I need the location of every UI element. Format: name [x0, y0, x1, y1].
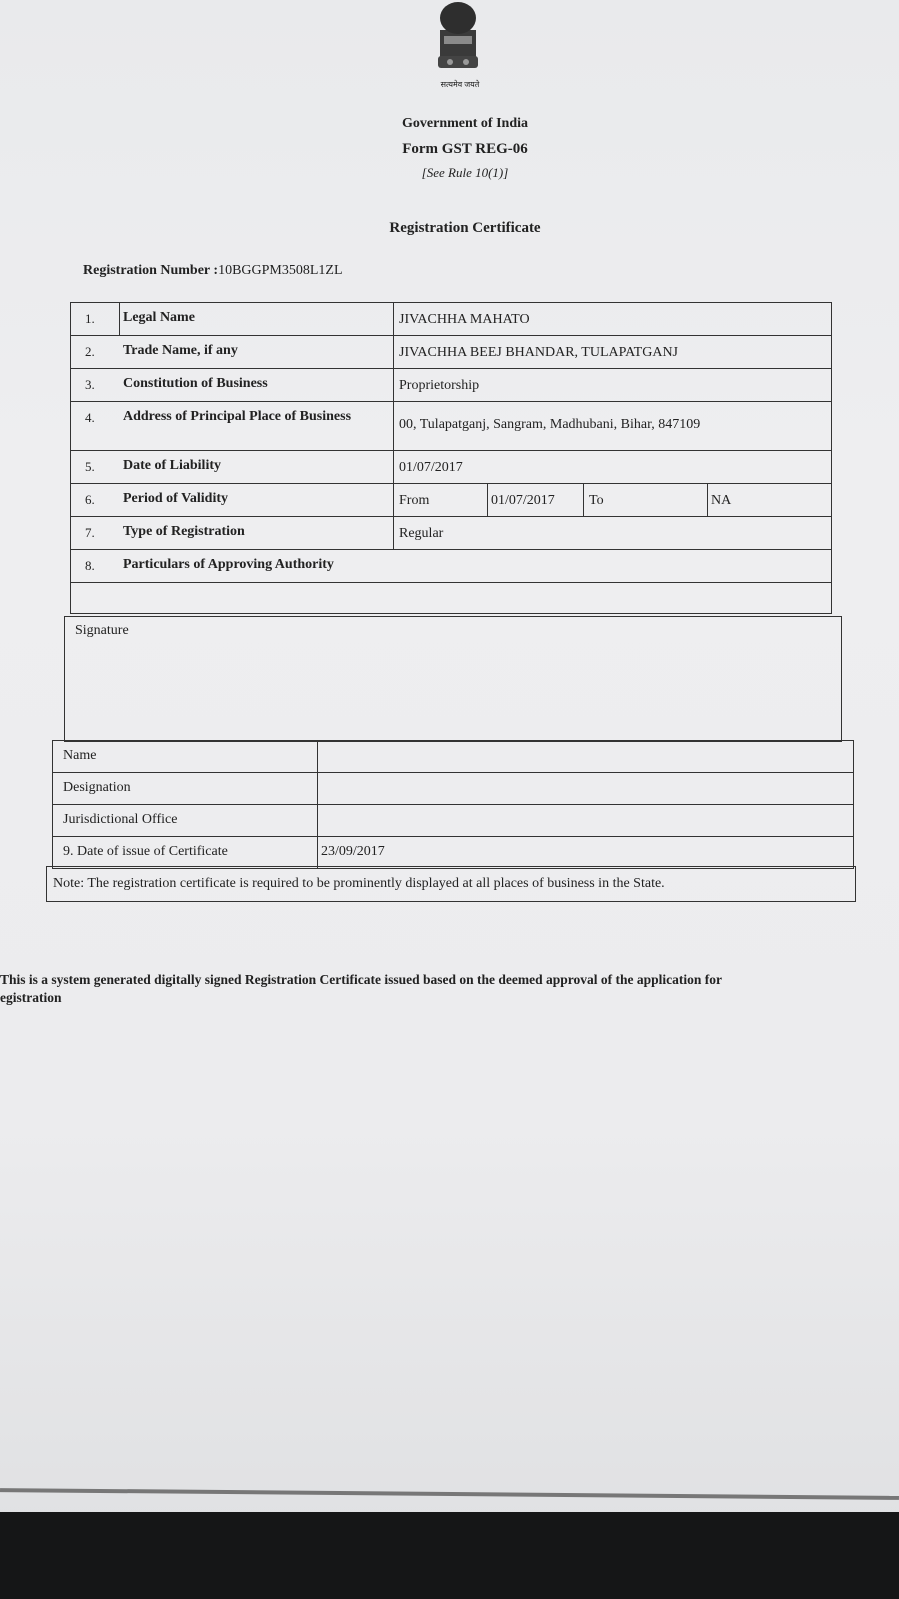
registration-table — [70, 302, 832, 614]
jurisdictional-office-label: Jurisdictional Office — [63, 812, 178, 827]
table-row — [70, 303, 832, 336]
table-row — [52, 837, 854, 869]
validity-from-date: 01/07/2017 — [491, 493, 555, 508]
rule-reference: [See Rule 10(1)] — [421, 165, 509, 180]
registration-number-label: Registration Number : — [83, 263, 219, 278]
row-label: Constitution of Business — [123, 376, 268, 391]
table-row — [52, 740, 854, 773]
table-row — [52, 773, 854, 805]
registration-number-value: 10BGGPM3508L1ZL — [218, 263, 343, 278]
authority-table — [52, 740, 854, 869]
row-number: 1. — [85, 311, 95, 326]
row-number: 3. — [85, 377, 95, 392]
table-row — [70, 484, 832, 517]
row-label: Date of Liability — [123, 458, 221, 473]
row-label: Particulars of Approving Authority — [123, 557, 334, 572]
issue-date-label: 9. Date of issue of Certificate — [63, 844, 228, 859]
form-heading: Form GST REG-06 — [402, 141, 528, 157]
designation-label: Designation — [63, 780, 131, 795]
background-surface — [0, 1512, 899, 1599]
emblem-motto: सत्यमेव जयते — [440, 80, 480, 89]
table-row — [52, 805, 854, 837]
row-number: 6. — [85, 492, 95, 507]
registration-type-value: Regular — [399, 526, 444, 541]
table-row-blank — [70, 583, 832, 614]
row-label: Trade Name, if any — [123, 343, 238, 358]
row-label: Legal Name — [123, 310, 195, 325]
table-row — [70, 336, 832, 369]
note-text: Note: The registration certificate is required to be prominently displayed at all places of business in the State. — [53, 876, 665, 891]
table-row — [70, 369, 832, 402]
issue-date-value: 23/09/2017 — [321, 844, 385, 859]
table-row — [70, 550, 832, 583]
national-emblem-icon — [432, 0, 484, 76]
table-row — [70, 451, 832, 484]
row-label: Address of Principal Place of Business — [123, 409, 352, 424]
government-heading: Government of India — [402, 116, 528, 131]
signature-box — [64, 616, 842, 742]
legal-name-value: JIVACHHA MAHATO — [399, 312, 530, 327]
certificate-title: Registration Certificate — [389, 220, 541, 236]
name-label: Name — [63, 748, 97, 763]
table-row — [70, 517, 832, 550]
paper-edge — [0, 1488, 899, 1500]
signature-label: Signature — [75, 623, 129, 638]
row-label: Type of Registration — [123, 524, 245, 539]
liability-date-value: 01/07/2017 — [399, 460, 463, 475]
row-number: 8. — [85, 558, 95, 573]
footer-line-2: egistration — [0, 990, 62, 1005]
row-label: Period of Validity — [123, 491, 229, 506]
table-row — [70, 402, 832, 451]
display-note — [46, 866, 856, 902]
footer-statement — [0, 971, 860, 1007]
row-number: 4. — [85, 410, 95, 425]
row-number: 2. — [85, 344, 95, 359]
constitution-value: Proprietorship — [399, 378, 480, 393]
validity-to-value: NA — [711, 493, 732, 508]
trade-name-value: JIVACHHA BEEJ BHANDAR, TULAPATGANJ — [399, 345, 679, 360]
row-number: 5. — [85, 459, 95, 474]
validity-to-label: To — [589, 493, 604, 508]
registration-number — [83, 263, 343, 279]
address-value: 00, Tulapatganj, Sangram, Madhubani, Bihar, 847109 — [399, 417, 701, 432]
footer-line-1: This is a system generated digitally signed Registration Certificate issued based on the deemed approval of the application for — [0, 972, 722, 987]
row-number: 7. — [85, 525, 95, 540]
validity-from-label: From — [399, 493, 430, 508]
